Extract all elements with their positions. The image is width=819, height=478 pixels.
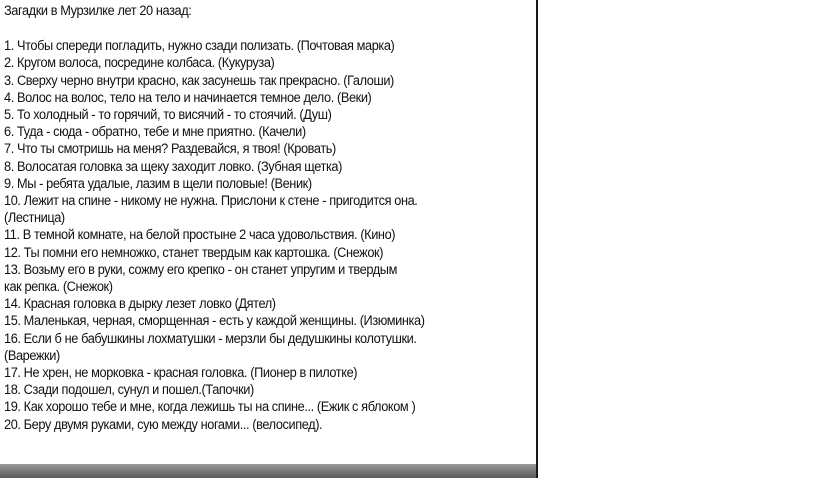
riddle-line: 13. Возьму его в руки, сожму его крепко - он станет упругим и твердым	[4, 261, 397, 278]
riddle-item	[4, 73, 531, 90]
riddle-item	[4, 107, 531, 124]
riddle-line: 3. Сверху черно внутри красно, как засунешь так прекрасно. (Галоши)	[4, 72, 394, 89]
riddle-line: 2. Кругом волоса, посредине колбаса. (Кукуруза)	[4, 55, 275, 72]
riddle-line: 4. Волос на волос, тело на тело и начинается темное дело. (Веки)	[4, 89, 372, 106]
riddle-item	[4, 262, 531, 296]
riddle-line: 15. Маленькая, черная, сморщенная - есть у каждой женщины. (Изюминка)	[4, 313, 425, 330]
riddle-item	[4, 417, 531, 434]
riddle-item	[4, 382, 531, 399]
riddle-item	[4, 245, 531, 262]
riddle-list	[4, 38, 531, 434]
riddle-line: 6. Туда - сюда - обратно, тебе и мне приятно. (Качели)	[4, 124, 306, 141]
riddle-item	[4, 193, 531, 227]
document-text	[4, 3, 531, 434]
riddle-line: 14. Красная головка в дырку лезет ловко (Дятел)	[4, 296, 276, 313]
riddle-line: 9. Мы - ребята удалые, лазим в щели половые! (Веник)	[4, 175, 312, 192]
riddle-line: (Лестница)	[4, 210, 65, 227]
riddle-item	[4, 365, 531, 382]
riddle-line: 19. Как хорошо тебе и мне, когда лежишь ты на спине... (Ежик с яблоком )	[4, 399, 416, 416]
riddle-line: 10. Лежит на спине - никому не нужна. Прислони к стене - пригодится она.	[4, 193, 418, 210]
riddle-item	[4, 313, 531, 330]
riddle-line: 12. Ты помни его немножко, станет твердым как картошка. (Снежок)	[4, 244, 384, 261]
riddle-item	[4, 399, 531, 416]
riddle-item	[4, 331, 531, 365]
scan-bottom-shadow	[0, 464, 538, 478]
riddle-line: 11. В темной комнате, на белой простыне 2 часа удовольствия. (Кино)	[4, 227, 396, 244]
riddle-line: как репка. (Снежок)	[4, 279, 113, 296]
riddle-item	[4, 55, 531, 72]
riddle-item	[4, 227, 531, 244]
riddle-item	[4, 296, 531, 313]
riddle-line: (Варежки)	[4, 347, 60, 364]
riddle-line: 20. Беру двумя руками, сую между ногами... (велосипед).	[4, 416, 323, 433]
riddle-line: 7. Что ты смотришь на меня? Раздевайся, я твоя! (Кровать)	[4, 141, 336, 158]
riddle-line: 5. То холодный - то горячий, то висячий - то стоячий. (Душ)	[4, 107, 332, 124]
riddle-item	[4, 141, 531, 158]
riddle-item	[4, 90, 531, 107]
document-title: Загадки в Мурзилке лет 20 назад:	[4, 3, 192, 19]
riddle-item	[4, 38, 531, 55]
riddle-line: 17. Не хрен, не морковка - красная головка. (Пионер в пилотке)	[4, 365, 358, 382]
riddle-item	[4, 159, 531, 176]
riddle-item	[4, 176, 531, 193]
riddle-item	[4, 124, 531, 141]
riddle-line: 18. Сзади подошел, сунул и пошел.(Тапочки)	[4, 382, 254, 399]
riddle-line: 16. Если б не бабушкины лохматушки - мерзли бы дедушкины колотушки.	[4, 330, 417, 347]
scan-right-border	[536, 0, 538, 478]
riddle-line: 1. Чтобы спереди погладить, нужно сзади полизать. (Почтовая марка)	[4, 38, 395, 55]
riddle-line: 8. Волосатая головка за щеку заходит ловко. (Зубная щетка)	[4, 158, 342, 175]
